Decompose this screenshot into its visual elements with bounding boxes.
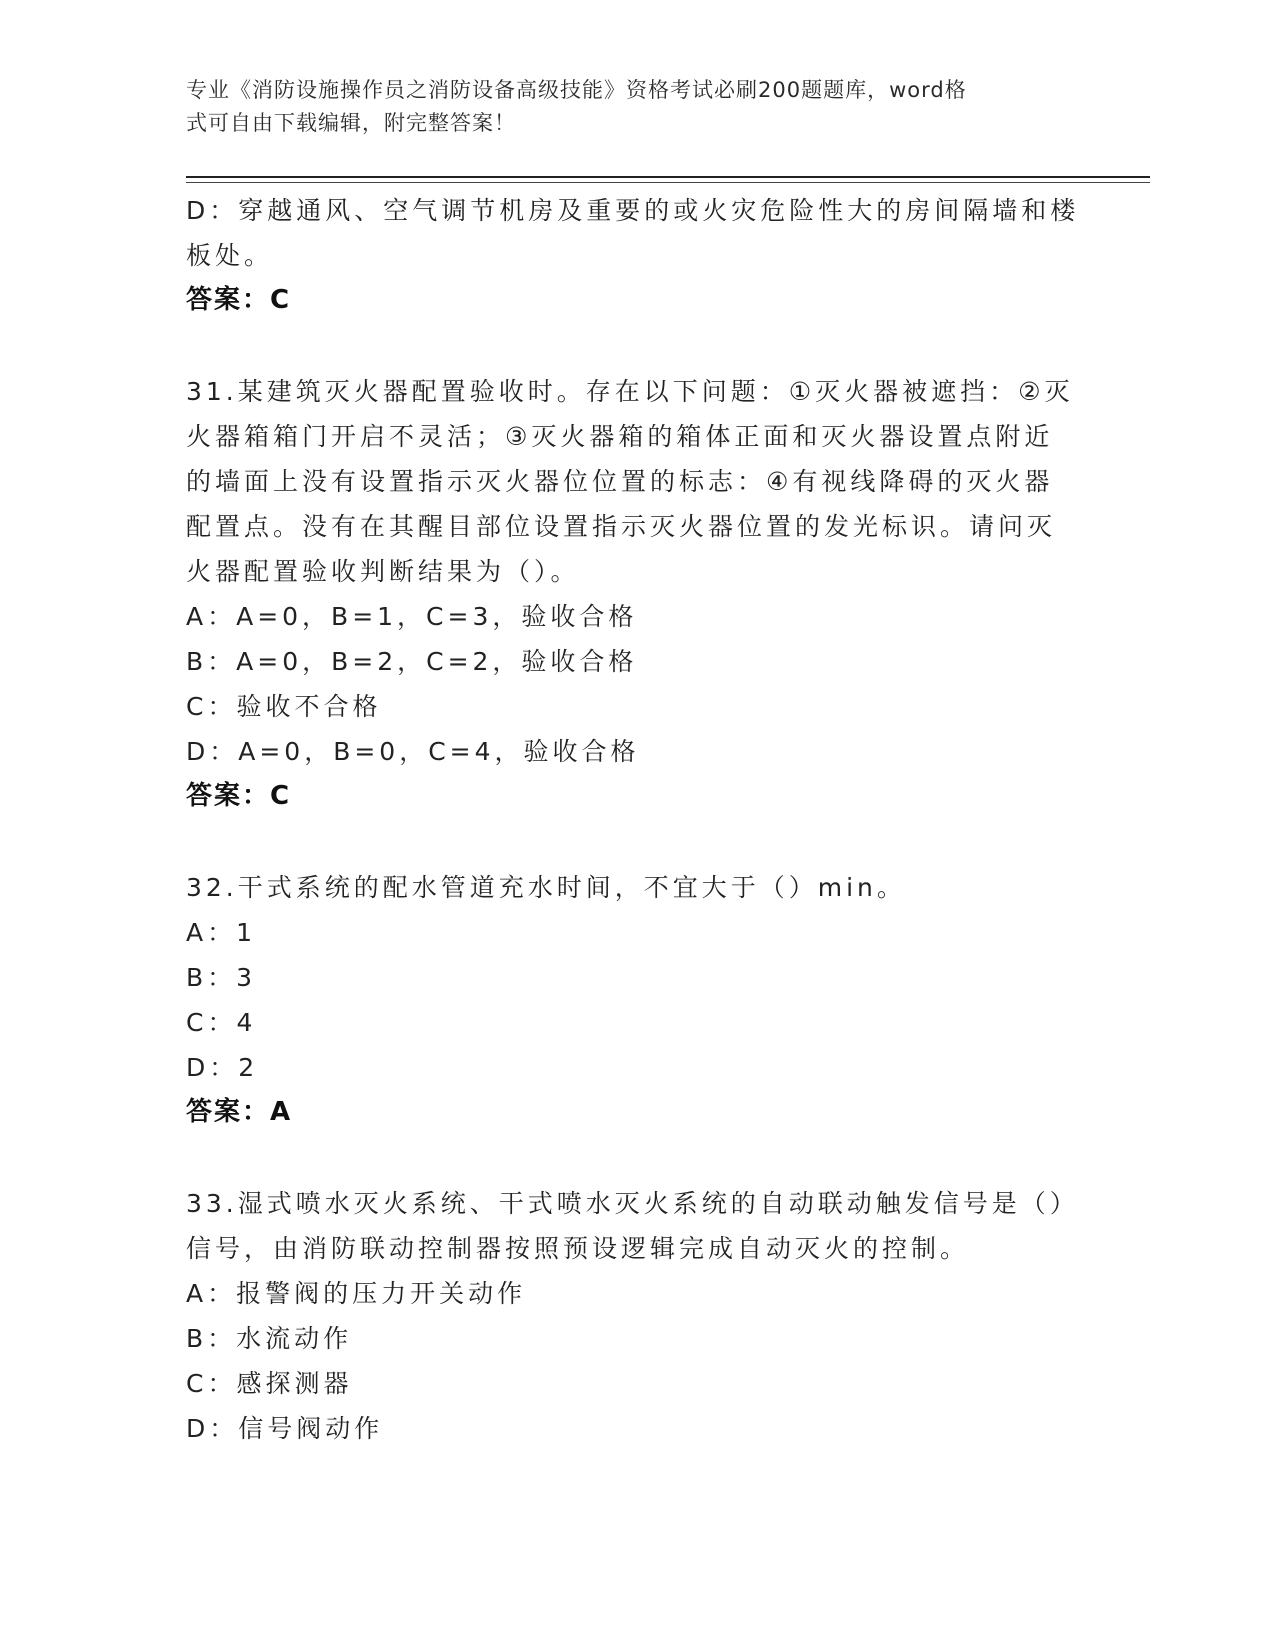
spacer [186,819,1086,865]
question-31-option-b: B：A=0，B=2，C=2，验收合格 [186,647,638,676]
header-line-1: 专业《消防设施操作员之消防设备高级技能》资格考试必刷200题题库，word格 [186,78,967,102]
question-32-option-a: A：1 [186,918,257,947]
question-31-stem-line-3: 的墙面上没有设置指示灭火器位位置的标志：④有视线降碍的灭火器 [186,467,1054,496]
question-31-stem-line-5: 火器配置验收判断结果为（）。 [186,557,580,586]
question-30-option-d-line-1: D：穿越通风、空气调节机房及重要的或火灾危险性大的房间隔墙和楼 [186,196,1080,225]
question-32-option-d: D：2 [186,1053,259,1082]
spacer [186,1135,1086,1181]
question-31 [186,369,1086,819]
question-32-answer: 答案：A [186,1097,293,1127]
question-31-stem-line-1: 31.某建筑灭火器配置验收时。存在以下问题：①灭火器被遮挡：②灭 [186,377,1074,406]
question-33-option-d: D：信号阀动作 [186,1414,384,1443]
document-content [186,188,1086,1451]
question-33 [186,1181,1086,1451]
question-31-option-a: A：A=0，B=1，C=3，验收合格 [186,602,638,631]
question-33-option-c: C：感探测器 [186,1369,353,1398]
question-32 [186,865,1086,1135]
header-divider-thick [186,176,1150,178]
header-divider-thin [186,182,1150,183]
header-line-2: 式可自由下载编辑，附完整答案！ [186,111,516,135]
question-33-stem-line-1: 33.湿式喷水灭火系统、干式喷水灭火系统的自动联动触发信号是（） [186,1189,1079,1218]
question-31-option-d: D：A=0，B=0，C=4，验收合格 [186,737,640,766]
spacer [186,323,1086,369]
question-32-option-c: C：4 [186,1008,257,1037]
question-30 [186,188,1086,323]
question-31-stem-line-2: 火器箱箱门开启不灵活；③灭火器箱的箱体正面和灭火器设置点附近 [186,422,1054,451]
question-31-answer: 答案：C [186,781,292,811]
question-33-stem-line-2: 信号，由消防联动控制器按照预设逻辑完成自动灭火的控制。 [186,1234,970,1263]
question-30-option-d-line-2: 板处。 [186,241,274,270]
question-30-answer: 答案：C [186,285,292,315]
question-33-option-b: B：水流动作 [186,1324,353,1353]
question-32-stem-line-1: 32.干式系统的配水管道充水时间，不宜大于（）min。 [186,873,906,902]
question-32-option-b: B：3 [186,963,257,992]
page-header [186,74,1086,140]
question-33-option-a: A：报警阀的压力开关动作 [186,1279,527,1308]
question-31-option-c: C：验收不合格 [186,692,382,721]
question-31-stem-line-4: 配置点。没有在其醒目部位设置指示灭火器位置的发光标识。请问灭 [186,512,1057,541]
